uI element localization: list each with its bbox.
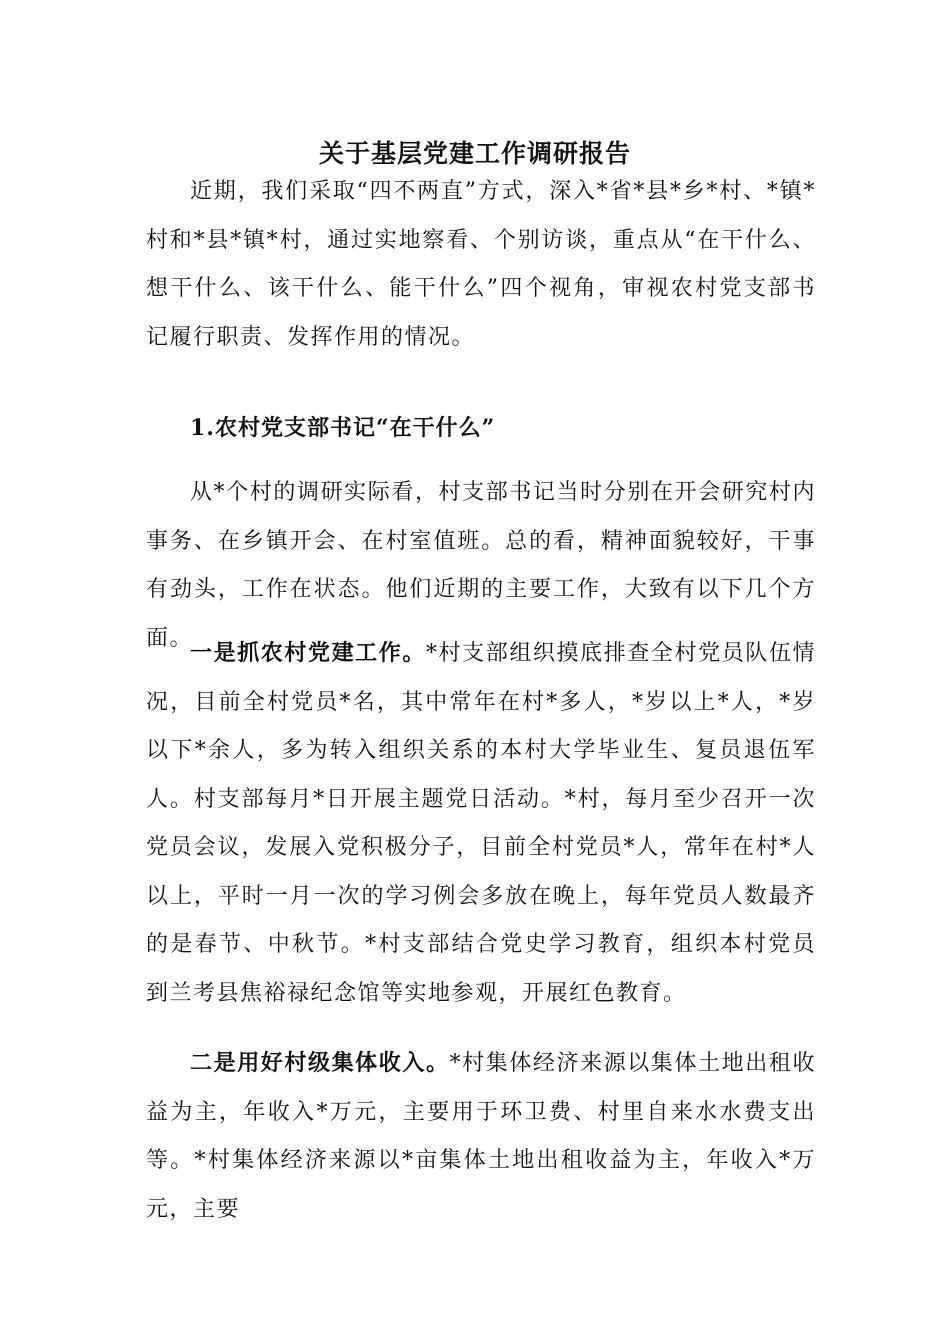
- section-1-paragraph: 从*个村的调研实际看，村支部书记当时分别在开会研究村内事务、在乡镇开会、在村室值班。总的看，精神面貌较好，干事有劲头，工作在状态。他们近期的主要工作，大致有以下几个方面。: [146, 480, 816, 651]
- intro-paragraph: 近期，我们采取“四不两直”方式，深入*省*县*乡*村、*镇*村和*县*镇*村，通过实地察看、个别访谈，重点从“在干什么、想干什么、该干什么、能干什么”四个视角，审视农村党支部书记履行职责、发挥作用的情况。: [146, 179, 816, 350]
- section-heading-1: 1.农村党支部书记“在干什么”: [190, 415, 496, 441]
- point-1-text: *村支部组织摸底排查全村党员队伍情况，目前全村党员*名，其中常年在村*多人，*岁以上*人，*岁以下*余人，多为转入组织关系的本村大学毕业生、复员退伍军人。村支部每月*日开展主题党日活动。*村，每月至少召开一次党员会议，发展入党积极分子，目前全村党员*人，常年在村*人以上，平时一月一次的学习例会多放在晚上，每年党员人数最齐的是春节、中秋节。*村支部结合党史学习教育，组织本村党员到兰考县焦裕禄纪念馆等实地参观，开展红色教育。: [146, 641, 816, 1006]
- point-1-paragraph: [146, 629, 816, 1018]
- point-1-lead: 一是抓农村党建工作。: [190, 640, 426, 666]
- point-2-text: *村集体经济来源以集体土地出租收益为主，年收入*万元，主要用于环卫费、村里自来水水费支出等。*村集体经济来源以*亩集体土地出租收益为主，年收入*万元，主要: [146, 1051, 816, 1222]
- point-2-paragraph: [146, 1039, 816, 1234]
- document-title: 关于基层党建工作调研报告: [318, 139, 631, 168]
- point-2-lead: 二是用好村级集体收入。: [190, 1050, 450, 1076]
